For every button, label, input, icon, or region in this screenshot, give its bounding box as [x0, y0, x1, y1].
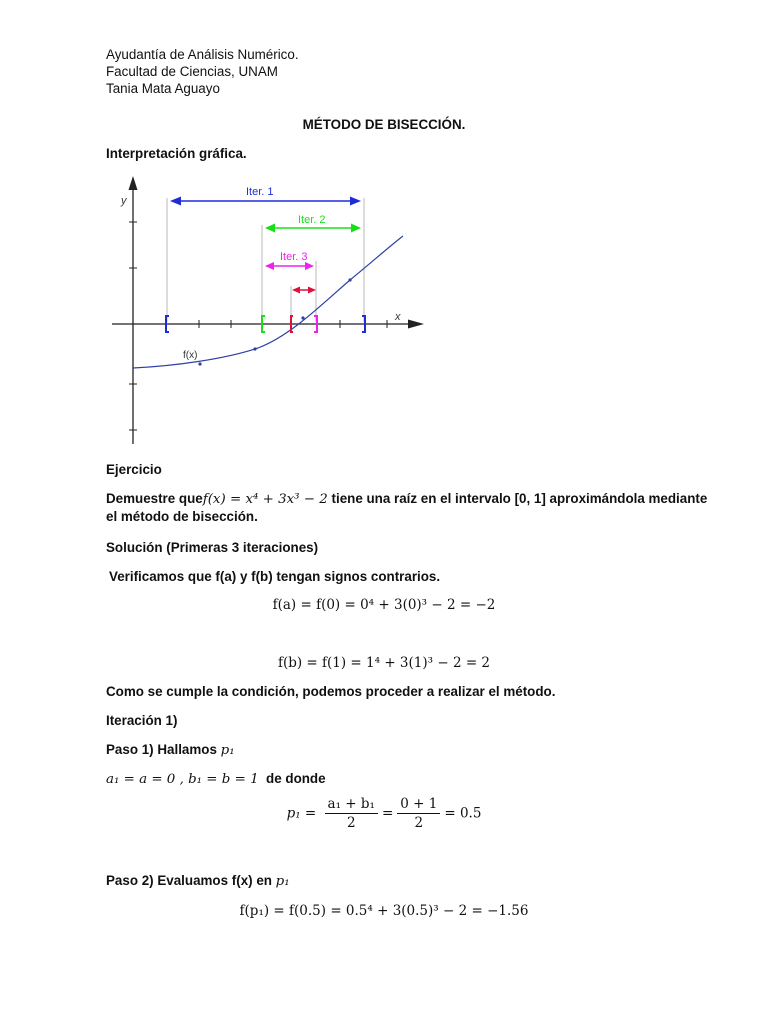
equation-fa: f(a) = f(0) = 0⁴ + 3(0)³ − 2 = −2: [272, 597, 496, 613]
function-curve: [133, 236, 403, 368]
iter-4-arrow: [292, 287, 316, 294]
y-axis-label: y: [121, 195, 127, 207]
exercise-function: f(x) = x⁴ + 3x³ − 2: [202, 492, 328, 507]
condition-text: Como se cumple la condición, podemos proceder a realizar el método.: [106, 684, 556, 699]
p1-fraction-2: [397, 796, 440, 831]
ab-equation: a₁ = a = 0 , b₁ = b = 1: [106, 772, 259, 787]
curve-label: f(x): [183, 350, 198, 361]
step1-line: [106, 742, 235, 758]
iter-2-label: Iter. 2: [298, 214, 326, 226]
p1-equation: p₁ = $\frac{\text{a₁ + b₁}}{2}$ = $\frac{0 + 1}{2}$ = 0.5: [286, 796, 482, 831]
x-axis-label: x: [395, 311, 401, 323]
exercise-heading: Ejercicio: [106, 462, 162, 477]
y-axis-arrow-icon: [129, 176, 138, 190]
curve-points: [198, 278, 351, 365]
p1-frac1-num: a₁ + b₁: [325, 796, 378, 814]
section-heading-graph: Interpretación gráfica.: [106, 146, 247, 161]
step1-var: p₁: [220, 743, 235, 758]
p1-frac1-den: 2: [346, 815, 356, 831]
p1-result: = 0.5: [444, 805, 482, 822]
header-faculty: Facultad de Ciencias, UNAM: [106, 64, 278, 79]
exercise-statement-line2: el método de bisección.: [106, 509, 258, 524]
equation-fp1: f(p₁) = f(0.5) = 0.5⁴ + 3(0.5)³ − 2 = −1.56: [239, 903, 529, 919]
x-axis-arrow-icon: [408, 320, 424, 329]
iter-1-label: Iter. 1: [246, 186, 274, 198]
equation-fb: f(b) = f(1) = 1⁴ + 3(1)³ − 2 = 2: [277, 655, 491, 671]
page-title: MÉTODO DE BISECCIÓN.: [302, 117, 466, 132]
iter-3-arrow: [265, 251, 314, 270]
ab-line: [106, 771, 326, 787]
p1-frac2-num: 0 + 1: [397, 796, 440, 814]
header-course: Ayudantía de Análisis Numérico.: [106, 47, 299, 62]
p1-frac2-den: 2: [414, 815, 424, 831]
step2-line: [106, 873, 290, 889]
exercise-text-a: Demuestre que: [106, 491, 203, 506]
step1-text: Paso 1) Hallamos: [106, 742, 221, 757]
iter-3-label: Iter. 3: [280, 251, 308, 263]
step2-text: Paso 2) Evaluamos f(x) en: [106, 873, 276, 888]
solution-heading: Solución (Primeras 3 iteraciones): [106, 540, 319, 555]
bisection-figure: [110, 172, 435, 452]
p1-fraction-1: [325, 796, 378, 831]
iter-1-arrow: [170, 186, 361, 206]
exercise-text-b: tiene una raíz en el intervalo [0, 1] aproximándola mediante: [327, 491, 708, 506]
header-author: Tania Mata Aguayo: [106, 81, 220, 96]
iter-2-arrow: [265, 214, 361, 233]
p1-lhs: p₁ =: [286, 805, 317, 822]
ab-suffix: de donde: [266, 771, 326, 786]
exercise-statement-line1: [106, 491, 707, 507]
verify-text: Verificamos que f(a) y f(b) tengan signos contrarios.: [109, 569, 441, 584]
iteration-heading: Iteración 1): [106, 713, 178, 728]
step2-var: p₁: [275, 874, 290, 889]
